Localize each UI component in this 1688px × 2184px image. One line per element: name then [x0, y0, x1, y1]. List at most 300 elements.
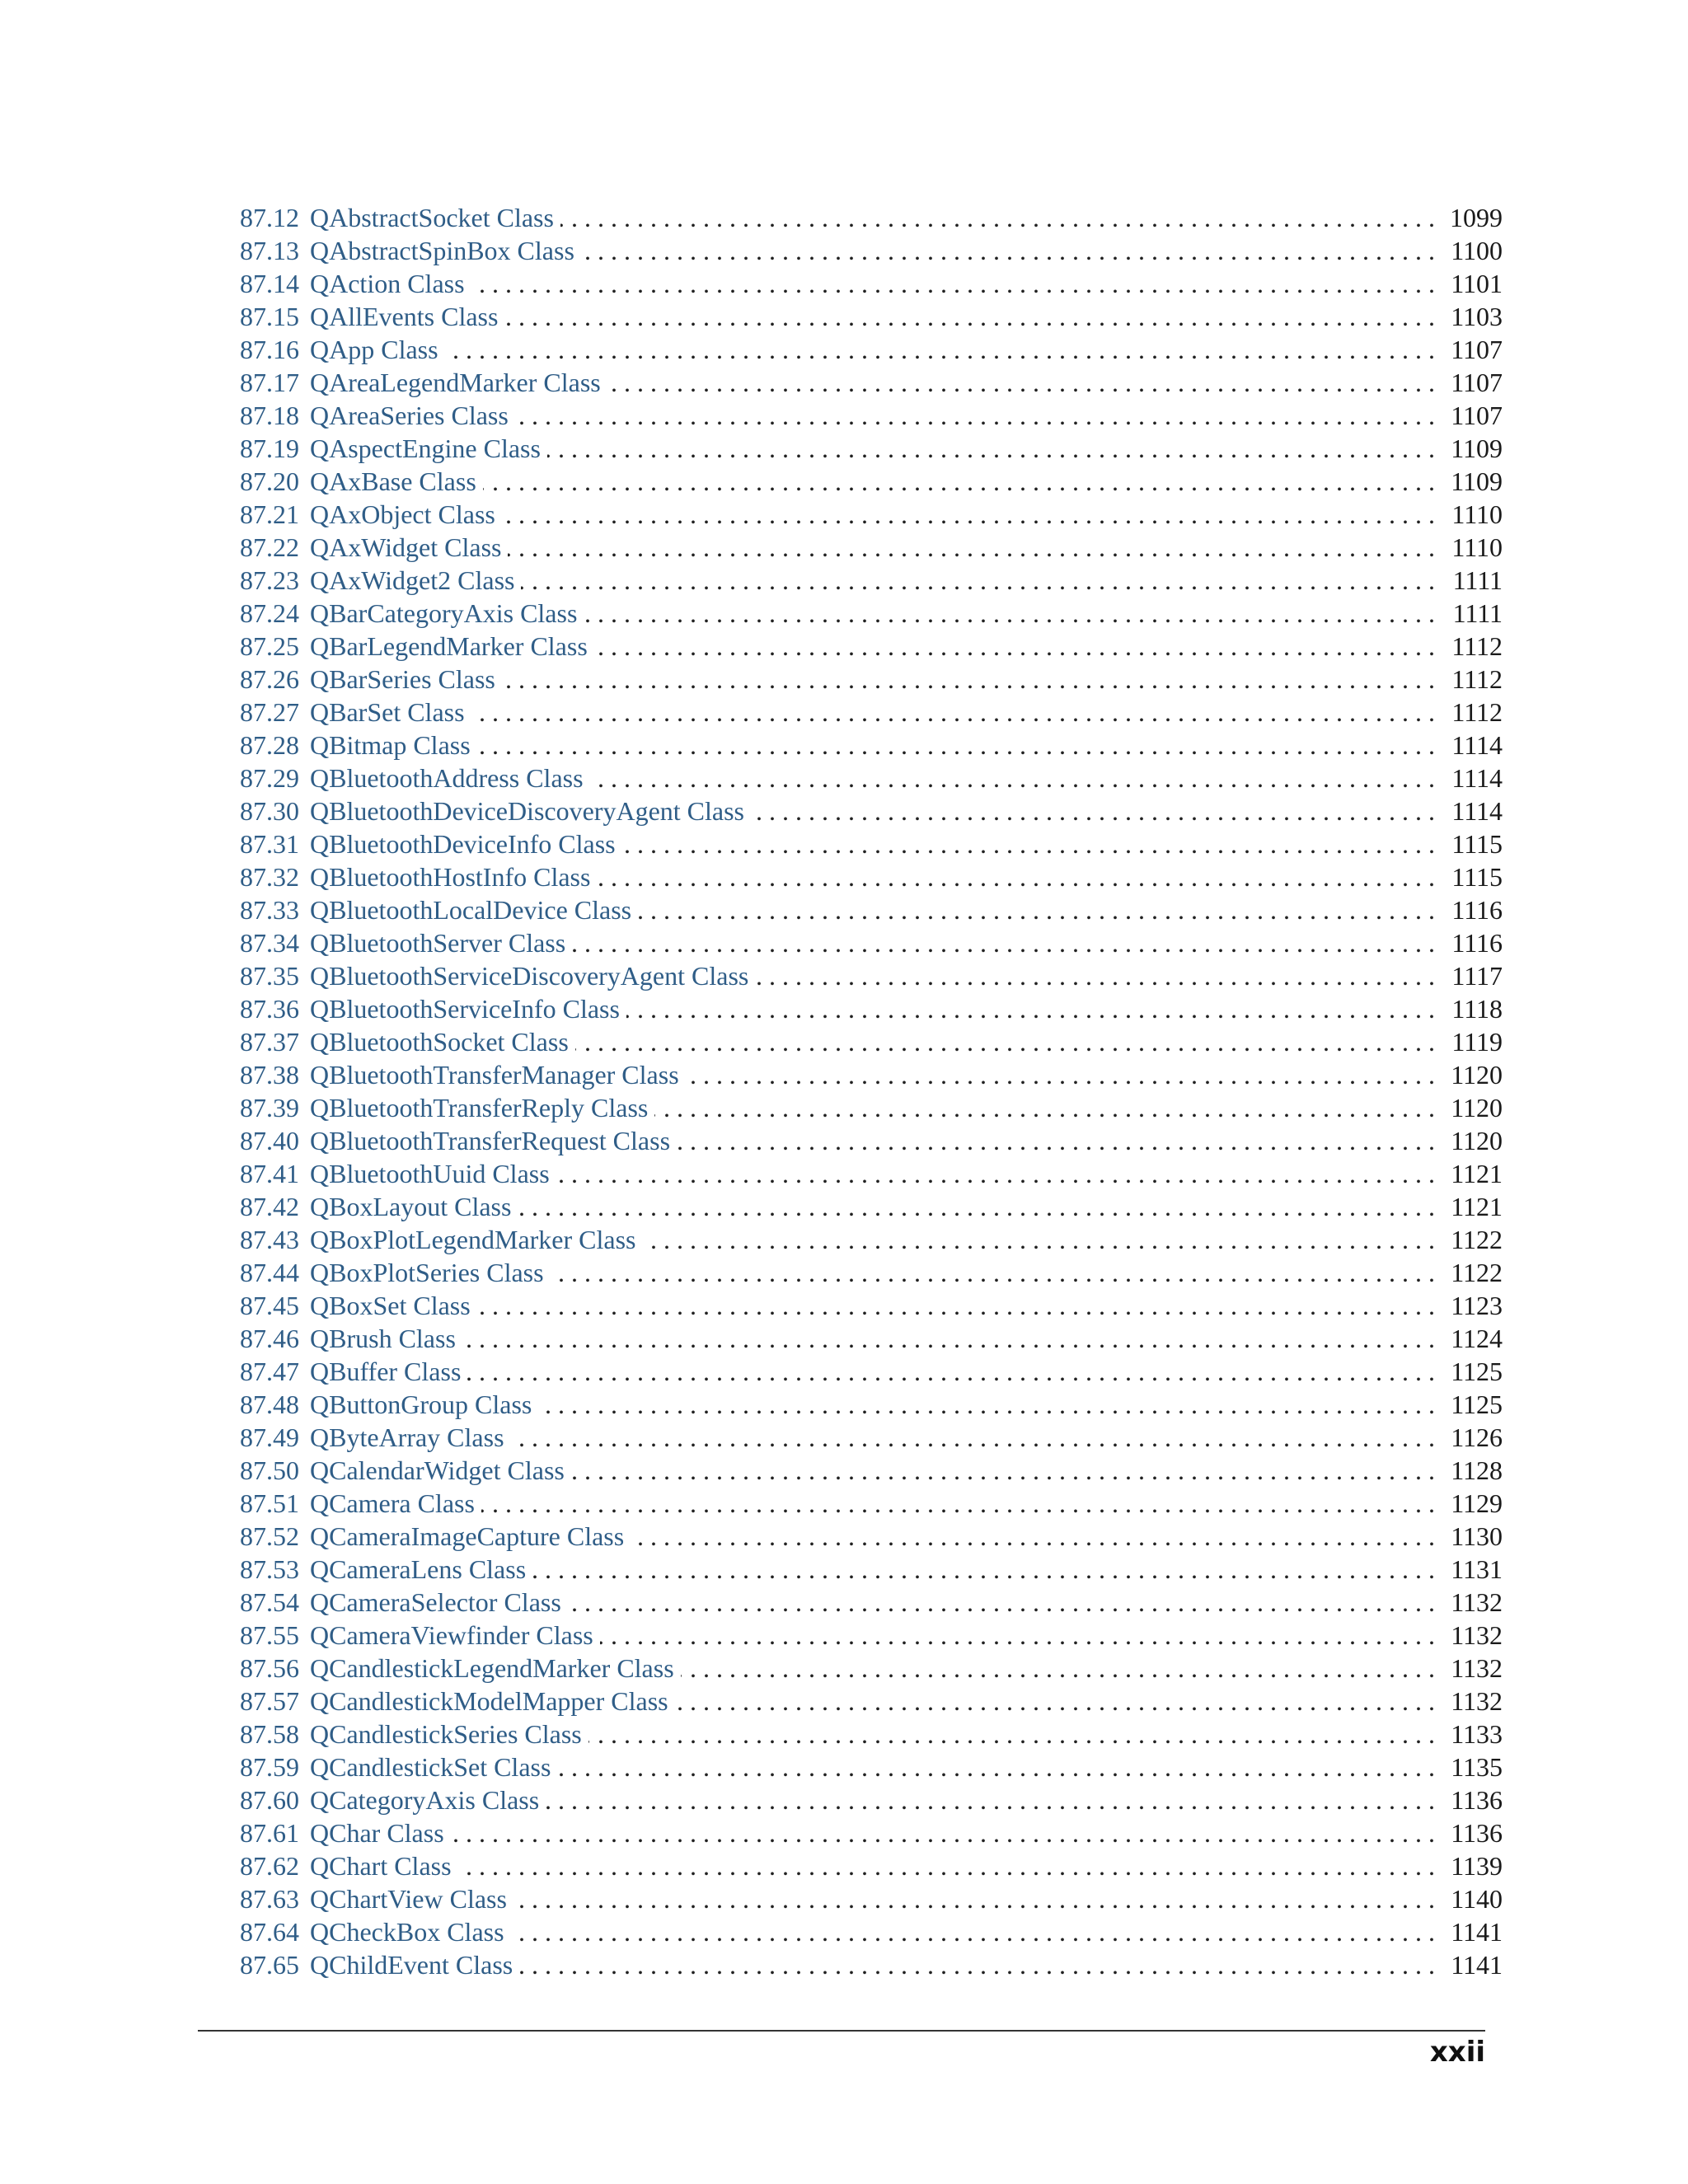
toc-entry-link[interactable]: [240, 1750, 557, 1783]
toc-entry: [240, 1948, 1503, 1981]
toc-entry-page: 1111: [1452, 598, 1503, 628]
toc-entry-page: 1101: [1451, 269, 1503, 298]
toc-entry-title: QCameraSelector Class: [310, 1587, 561, 1617]
toc-entry-title: QBluetoothAddress Class: [310, 763, 584, 793]
toc-entry-number: 87.61: [240, 1818, 299, 1848]
toc-entry-page: 1135: [1451, 1752, 1503, 1782]
toc-entry-title: QCandlestickSet Class: [310, 1752, 551, 1782]
toc-entry-title: QAxObject Class: [310, 499, 495, 529]
toc-entry-link[interactable]: [240, 1520, 631, 1553]
toc-entry-number: 87.52: [240, 1521, 299, 1551]
toc-entry: [240, 300, 1503, 333]
toc-entry-page: 1107: [1451, 368, 1503, 397]
toc-entry-link[interactable]: [240, 1849, 458, 1882]
toc-entry-number: 87.55: [240, 1620, 299, 1650]
toc-entry-link[interactable]: [240, 1256, 551, 1289]
toc-dot-leader: [597, 860, 1435, 893]
toc-entry: [240, 893, 1503, 926]
toc-entry: [240, 696, 1503, 729]
toc-entry-link[interactable]: [240, 1388, 538, 1421]
toc-entry-page: 1133: [1451, 1719, 1503, 1749]
toc-entry-title: QCategoryAxis Class: [310, 1785, 540, 1815]
toc-dot-leader: [600, 1619, 1435, 1652]
toc-entry-number: 87.57: [240, 1686, 299, 1716]
toc-dot-leader: [538, 1388, 1435, 1421]
toc-entry-title: QBluetoothHostInfo Class: [310, 862, 591, 892]
toc-entry-title: QBluetoothServiceDiscoveryAgent Class: [310, 961, 749, 991]
toc-entry-page: 1128: [1451, 1455, 1503, 1485]
toc-entry-number: 87.45: [240, 1291, 299, 1320]
toc-entry-title: QBluetoothSocket Class: [310, 1027, 569, 1057]
toc-entry-title: QAxWidget Class: [310, 532, 502, 562]
toc-entry-link[interactable]: [240, 959, 755, 992]
toc-entry-number: 87.53: [240, 1554, 299, 1584]
toc-dot-leader: [581, 234, 1435, 267]
toc-entry-title: QBarSet Class: [310, 697, 465, 727]
toc-entry-number: 87.16: [240, 335, 299, 364]
toc-entry-number: 87.65: [240, 1950, 299, 1980]
toc-entry-link[interactable]: [240, 1948, 519, 1981]
toc-entry-number: 87.24: [240, 598, 299, 628]
toc-entry-link[interactable]: [240, 366, 607, 399]
toc-entry-page: 1117: [1451, 961, 1503, 991]
toc-entry-page: 1123: [1451, 1291, 1503, 1320]
toc-entry-page: 1126: [1451, 1422, 1503, 1452]
toc-entry-title: QBluetoothTransferManager Class: [310, 1060, 679, 1090]
toc-entry-number: 87.26: [240, 664, 299, 694]
toc-entry-link[interactable]: [240, 1091, 654, 1124]
toc-entry: [240, 1520, 1503, 1553]
toc-entry-title: QChar Class: [310, 1818, 444, 1848]
toc-entry-page: 1136: [1451, 1785, 1503, 1815]
toc-entry-title: QBluetoothDeviceInfo Class: [310, 829, 616, 859]
toc-entry-link[interactable]: [240, 465, 483, 498]
toc-entry: [240, 1553, 1503, 1586]
toc-entry: [240, 1157, 1503, 1190]
toc-entry-page: 1111: [1452, 565, 1503, 595]
toc-entry-page: 1132: [1451, 1686, 1503, 1716]
toc-entry-number: 87.54: [240, 1587, 299, 1617]
toc-entry-link[interactable]: [240, 1058, 686, 1091]
toc-entry: [240, 1388, 1503, 1421]
toc-entry-title: QBarSeries Class: [310, 664, 495, 694]
toc-entry-title: QChildEvent Class: [310, 1950, 513, 1980]
toc-entry-page: 1109: [1451, 434, 1503, 463]
toc-entry-link[interactable]: [240, 663, 502, 696]
toc-dot-leader: [675, 1685, 1435, 1718]
toc-entry: [240, 366, 1503, 399]
toc-dot-leader: [504, 300, 1435, 333]
toc-entry-title: QBluetoothLocalDevice Class: [310, 895, 632, 925]
toc-entry-number: 87.28: [240, 730, 299, 760]
toc-entry-page: 1141: [1451, 1917, 1503, 1947]
toc-entry-title: QAllEvents Class: [310, 302, 499, 331]
toc-entry-number: 87.21: [240, 499, 299, 529]
toc-entry: [240, 1223, 1503, 1256]
toc-entry-link[interactable]: [240, 1454, 571, 1487]
toc-dot-leader: [631, 1520, 1435, 1553]
toc-dot-leader: [462, 1322, 1435, 1355]
toc-entry-page: 1125: [1451, 1390, 1503, 1419]
toc-entry-page: 1122: [1451, 1258, 1503, 1287]
toc-entry-page: 1124: [1451, 1324, 1503, 1353]
toc-entry-link[interactable]: [240, 1025, 575, 1058]
toc-entry-number: 87.29: [240, 763, 299, 793]
toc-dot-leader: [521, 564, 1435, 597]
toc-entry-link[interactable]: [240, 333, 445, 366]
toc-entry-page: 1129: [1451, 1488, 1503, 1518]
toc-dot-leader: [502, 498, 1435, 531]
toc-dot-leader: [551, 1256, 1435, 1289]
toc-entry: [240, 531, 1503, 564]
toc-entry-page: 1116: [1451, 928, 1503, 958]
toc-entry-link[interactable]: [240, 267, 471, 300]
toc-entry-number: 87.50: [240, 1455, 299, 1485]
toc-entry: [240, 1256, 1503, 1289]
toc-entry: [240, 794, 1503, 827]
toc-entry-title: QByteArray Class: [310, 1422, 504, 1452]
toc-entry-link[interactable]: [240, 1586, 568, 1619]
toc-entry: [240, 597, 1503, 630]
toc-entry: [240, 267, 1503, 300]
toc-entry-title: QCandlestickLegendMarker Class: [310, 1653, 674, 1683]
toc-entry-page: 1100: [1451, 236, 1503, 265]
toc-entry: [240, 1454, 1503, 1487]
toc-dot-leader: [584, 597, 1435, 630]
toc-entry-number: 87.35: [240, 961, 299, 991]
toc-entry-title: QBluetoothServer Class: [310, 928, 566, 958]
toc-entry-page: 1109: [1451, 466, 1503, 496]
toc-entry: [240, 1783, 1503, 1816]
toc-entry: [240, 1058, 1503, 1091]
toc-entry-number: 87.19: [240, 434, 299, 463]
toc-entry-link[interactable]: [240, 432, 547, 465]
toc-entry-title: QCandlestickModelMapper Class: [310, 1686, 668, 1716]
toc-entry-number: 87.44: [240, 1258, 299, 1287]
toc-entry-link[interactable]: [240, 1783, 546, 1816]
toc-entry-number: 87.59: [240, 1752, 299, 1782]
toc-entry-link[interactable]: [240, 1619, 600, 1652]
toc-dot-leader: [483, 465, 1435, 498]
toc-entry-number: 87.32: [240, 862, 299, 892]
toc-entry-page: 1099: [1450, 203, 1503, 232]
toc-dot-leader: [477, 729, 1435, 762]
toc-entry-title: QCameraImageCapture Class: [310, 1521, 625, 1551]
toc-entry-link[interactable]: [240, 860, 597, 893]
toc-entry-title: QChartView Class: [310, 1884, 507, 1914]
toc-entry-number: 87.27: [240, 697, 299, 727]
toc-entry: [240, 465, 1503, 498]
toc-entry-number: 87.17: [240, 368, 299, 397]
toc-dot-leader: [594, 630, 1435, 663]
toc-entry-title: QBoxPlotSeries Class: [310, 1258, 544, 1287]
toc-entry-title: QAbstractSpinBox Class: [310, 236, 574, 265]
toc-entry-link[interactable]: [240, 630, 594, 663]
footer-rule: [198, 2030, 1485, 2032]
toc-entry-page: 1132: [1451, 1653, 1503, 1683]
toc-dot-leader: [575, 1025, 1435, 1058]
toc-entry-link[interactable]: [240, 300, 504, 333]
toc-entry-link[interactable]: [240, 1882, 513, 1915]
toc-entry-link[interactable]: [240, 1652, 681, 1685]
toc-entry-number: 87.64: [240, 1917, 299, 1947]
toc-entry-link[interactable]: [240, 893, 638, 926]
toc-entry-title: QBoxSet Class: [310, 1291, 471, 1320]
toc-entry-title: QBoxLayout Class: [310, 1192, 512, 1221]
toc-entry-title: QAreaSeries Class: [310, 401, 509, 430]
toc-entry: [240, 1816, 1503, 1849]
toc-entry-title: QAction Class: [310, 269, 465, 298]
toc-entry-link[interactable]: [240, 794, 751, 827]
toc-entry: [240, 860, 1503, 893]
toc-dot-leader: [557, 1750, 1435, 1783]
toc-entry-link[interactable]: [240, 564, 521, 597]
toc-entry: [240, 1025, 1503, 1058]
toc-entry-number: 87.36: [240, 994, 299, 1024]
toc-dot-leader: [638, 893, 1435, 926]
toc-entry-number: 87.33: [240, 895, 299, 925]
toc-entry-title: QButtonGroup Class: [310, 1390, 532, 1419]
toc-entry-number: 87.39: [240, 1093, 299, 1122]
toc-entry-page: 1120: [1451, 1126, 1503, 1155]
toc-entry: [240, 1421, 1503, 1454]
toc-entry-number: 87.41: [240, 1159, 299, 1188]
toc-entry: [240, 1091, 1503, 1124]
toc-entry-number: 87.37: [240, 1027, 299, 1057]
toc-entry-link[interactable]: [240, 1322, 462, 1355]
toc-entry-title: QBluetoothDeviceDiscoveryAgent Class: [310, 796, 744, 826]
toc-entry: [240, 1124, 1503, 1157]
toc-entry-link[interactable]: [240, 399, 515, 432]
toc-dot-leader: [607, 366, 1435, 399]
toc-dot-leader: [511, 1915, 1435, 1948]
toc-entry-page: 1120: [1451, 1093, 1503, 1122]
toc-entry-title: QCandlestickSeries Class: [310, 1719, 582, 1749]
toc-entry-title: QAbstractSocket Class: [310, 203, 554, 232]
toc-entry: [240, 234, 1503, 267]
toc-dot-leader: [513, 1882, 1435, 1915]
toc-entry-page: 1136: [1451, 1818, 1503, 1848]
toc-entry: [240, 992, 1503, 1025]
toc-dot-leader: [568, 1586, 1435, 1619]
toc-entry: [240, 1685, 1503, 1718]
toc-entry: [240, 1882, 1503, 1915]
toc-entry-link[interactable]: [240, 827, 622, 860]
toc-entry-page: 1118: [1451, 994, 1503, 1024]
toc-entry-page: 1121: [1451, 1192, 1503, 1221]
toc-entry-page: 1114: [1451, 796, 1503, 826]
toc-entry-title: QBrush Class: [310, 1324, 456, 1353]
toc-entry-page: 1120: [1451, 1060, 1503, 1090]
toc-entry: [240, 201, 1503, 234]
toc-entry-link[interactable]: [240, 1915, 511, 1948]
toc-entry: [240, 1355, 1503, 1388]
toc-entry-title: QCheckBox Class: [310, 1917, 504, 1947]
toc-entry-number: 87.34: [240, 928, 299, 958]
toc-dot-leader: [471, 696, 1435, 729]
toc-dot-leader: [626, 992, 1435, 1025]
toc-entry: [240, 729, 1503, 762]
toc-entry-title: QAxBase Class: [310, 466, 476, 496]
toc-entry-link[interactable]: [240, 201, 560, 234]
toc-entry-title: QAreaLegendMarker Class: [310, 368, 601, 397]
toc-entry-number: 87.38: [240, 1060, 299, 1090]
toc-entry-number: 87.43: [240, 1225, 299, 1254]
toc-entry-title: QBitmap Class: [310, 730, 471, 760]
toc-dot-leader: [556, 1157, 1435, 1190]
toc-dot-leader: [547, 432, 1435, 465]
toc-dot-leader: [511, 1421, 1435, 1454]
toc-entry-title: QBluetoothTransferRequest Class: [310, 1126, 671, 1155]
toc-entry-link[interactable]: [240, 531, 508, 564]
toc-entry-link[interactable]: [240, 1421, 511, 1454]
toc-entry-title: QAspectEngine Class: [310, 434, 541, 463]
toc-entry: [240, 1718, 1503, 1750]
toc-entry-number: 87.22: [240, 532, 299, 562]
toc-entry-number: 87.62: [240, 1851, 299, 1881]
toc-entry: [240, 1915, 1503, 1948]
toc-entry-number: 87.46: [240, 1324, 299, 1353]
toc-entry-number: 87.60: [240, 1785, 299, 1815]
toc-entry-number: 87.40: [240, 1126, 299, 1155]
toc-entry: [240, 926, 1503, 959]
toc-entry-link[interactable]: [240, 696, 471, 729]
toc-dot-leader: [477, 1289, 1435, 1322]
toc-entry-page: 1122: [1451, 1225, 1503, 1254]
toc-entry-title: QAxWidget2 Class: [310, 565, 515, 595]
toc-entry: [240, 1487, 1503, 1520]
toc-dot-leader: [519, 1948, 1435, 1981]
toc-entry-page: 1112: [1451, 697, 1503, 727]
toc-entry: [240, 1849, 1503, 1882]
toc-entry-page: 1116: [1451, 895, 1503, 925]
toc-entry-number: 87.15: [240, 302, 299, 331]
toc-dot-leader: [643, 1223, 1436, 1256]
toc-entry: [240, 498, 1503, 531]
toc-entry: [240, 663, 1503, 696]
toc-dot-leader: [481, 1487, 1435, 1520]
toc-entry-number: 87.18: [240, 401, 299, 430]
toc-entry-page: 1115: [1451, 829, 1503, 859]
toc-entry: [240, 399, 1503, 432]
toc-entry: [240, 432, 1503, 465]
toc-entry-page: 1114: [1451, 763, 1503, 793]
toc-entry-link[interactable]: [240, 1685, 675, 1718]
toc-entry-page: 1110: [1451, 499, 1503, 529]
toc-dot-leader: [471, 267, 1435, 300]
toc-entry-page: 1140: [1451, 1884, 1503, 1914]
toc-dot-leader: [502, 663, 1435, 696]
toc-entry-page: 1139: [1451, 1851, 1503, 1881]
toc-entry: [240, 827, 1503, 860]
toc-dot-leader: [681, 1652, 1435, 1685]
toc-dot-leader: [458, 1849, 1435, 1882]
toc-entry-link[interactable]: [240, 762, 590, 794]
toc-dot-leader: [654, 1091, 1435, 1124]
toc-entry-link[interactable]: [240, 1157, 556, 1190]
toc-entry-link[interactable]: [240, 1816, 451, 1849]
toc-entry-page: 1132: [1451, 1620, 1503, 1650]
toc-dot-leader: [686, 1058, 1435, 1091]
toc-entry-page: 1107: [1451, 401, 1503, 430]
toc-entry: [240, 564, 1503, 597]
toc-entry-page: 1112: [1451, 664, 1503, 694]
toc-entry-number: 87.58: [240, 1719, 299, 1749]
toc-dot-leader: [445, 333, 1435, 366]
toc-dot-leader: [532, 1553, 1435, 1586]
toc-entry-link[interactable]: [240, 597, 584, 630]
toc-dot-leader: [508, 531, 1435, 564]
toc-entry-title: QBluetoothServiceInfo Class: [310, 994, 620, 1024]
toc-dot-leader: [590, 762, 1435, 794]
toc-entry-number: 87.30: [240, 796, 299, 826]
toc-entry-title: QBluetoothUuid Class: [310, 1159, 550, 1188]
toc-entry-page: 1114: [1451, 730, 1503, 760]
toc-entry-title: QChart Class: [310, 1851, 452, 1881]
toc-dot-leader: [518, 1190, 1435, 1223]
toc-entry-link[interactable]: [240, 1190, 518, 1223]
toc-entry-link[interactable]: [240, 1223, 643, 1256]
toc-entry-title: QBuffer Class: [310, 1357, 462, 1386]
toc-entry-number: 87.23: [240, 565, 299, 595]
toc-entry-page: 1131: [1451, 1554, 1503, 1584]
toc-dot-leader: [677, 1124, 1435, 1157]
toc-entry-title: QBarLegendMarker Class: [310, 631, 588, 661]
toc-entry-number: 87.25: [240, 631, 299, 661]
toc-entry-link[interactable]: [240, 992, 626, 1025]
toc-entry-link[interactable]: [240, 1553, 532, 1586]
toc-entry: [240, 630, 1503, 663]
toc-entry: [240, 1652, 1503, 1685]
toc-entry-link[interactable]: [240, 1124, 677, 1157]
toc-entry-title: QCameraLens Class: [310, 1554, 527, 1584]
toc-entry-page: 1103: [1451, 302, 1503, 331]
toc-entry-link[interactable]: [240, 234, 581, 267]
toc-entry-link[interactable]: [240, 1718, 588, 1750]
toc-entry: [240, 1750, 1503, 1783]
toc-entry-link[interactable]: [240, 729, 477, 762]
toc-entry-page: 1121: [1451, 1159, 1503, 1188]
toc-entry-number: 87.47: [240, 1357, 299, 1386]
toc-entry-page: 1130: [1451, 1521, 1503, 1551]
toc-entry-page: 1112: [1451, 631, 1503, 661]
toc-entry-link[interactable]: [240, 498, 502, 531]
toc-dot-leader: [622, 827, 1435, 860]
toc-entry-title: QBoxPlotLegendMarker Class: [310, 1225, 636, 1254]
toc-entry-title: QApp Class: [310, 335, 438, 364]
toc-entry-number: 87.42: [240, 1192, 299, 1221]
page-number: xxii: [1429, 2036, 1485, 2069]
toc-entry-link[interactable]: [240, 1289, 477, 1322]
toc-entry: [240, 959, 1503, 992]
toc-entry-link[interactable]: [240, 926, 572, 959]
toc-entry: [240, 1190, 1503, 1223]
toc-dot-leader: [751, 794, 1435, 827]
toc-entry-link[interactable]: [240, 1355, 467, 1388]
toc-entry-number: 87.14: [240, 269, 299, 298]
toc-entry: [240, 333, 1503, 366]
toc-entry-number: 87.63: [240, 1884, 299, 1914]
toc-entry-number: 87.49: [240, 1422, 299, 1452]
toc-entry-page: 1107: [1451, 335, 1503, 364]
toc-entry: [240, 1586, 1503, 1619]
toc-entry-link[interactable]: [240, 1487, 481, 1520]
toc-entry-number: 87.56: [240, 1653, 299, 1683]
toc-entry-page: 1125: [1451, 1357, 1503, 1386]
toc-dot-leader: [451, 1816, 1435, 1849]
toc-entry-title: QCamera Class: [310, 1488, 475, 1518]
toc-entry-number: 87.48: [240, 1390, 299, 1419]
